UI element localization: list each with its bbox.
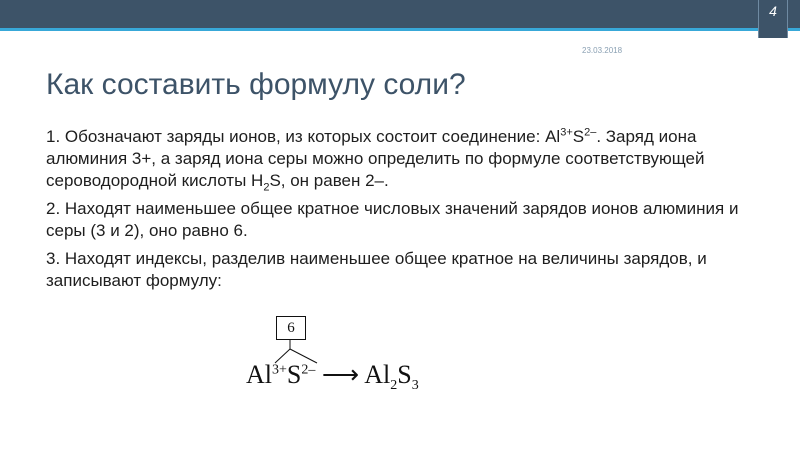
formula-al-charge: 3+	[272, 362, 287, 378]
product-s-index: 3	[411, 378, 419, 394]
formula-equation	[246, 360, 419, 394]
hydrogen-index: 2	[263, 181, 270, 194]
aluminium-charge: 3+	[560, 126, 573, 139]
product-al: Al	[364, 360, 391, 389]
formula-s-charge: 2–	[301, 362, 316, 378]
paragraph-step-3: 3. Находят индексы, разделив наименьшее общее кратное на величины зарядов, и записывают формулу:	[46, 249, 707, 290]
product-al-index: 2	[390, 378, 398, 394]
paragraph-step-1	[46, 126, 766, 192]
sulfur-charge: 2–	[584, 126, 597, 139]
formula-s: S	[286, 360, 302, 389]
lcm-box: 6	[276, 316, 306, 340]
slide-number: 4	[769, 3, 777, 19]
paragraph-step-2: 2. Находят наименьшее общее кратное числовых значений зарядов ионов алюминия и серы (3 и 2), оно равно 6.	[46, 199, 739, 240]
formula-diagram	[246, 316, 486, 406]
slide-body	[46, 126, 766, 298]
slide-title: Как составить формулу соли?	[46, 68, 466, 101]
lcm-connector-lines	[246, 316, 336, 366]
arrow-icon: ⟶	[321, 360, 360, 389]
header-accent-stripe	[0, 28, 800, 31]
step-1-text: 1. Обозначают заряды ионов, из которых состоит соединение: Al	[46, 127, 561, 146]
formula-al: Al	[246, 360, 272, 389]
step-1-end: S, он равен 2–.	[269, 171, 389, 190]
sulfur-symbol: S	[572, 127, 585, 146]
step-1-continuation: . Заряд иона алюминия 3+, а заряд иона серы можно определить по формуле соответствующей сероводородной кислоты H	[46, 127, 705, 190]
slide-date: 23.03.2018	[582, 46, 623, 55]
header-bar	[0, 0, 800, 28]
product-s: S	[397, 360, 412, 389]
slide-number-tab	[758, 0, 788, 38]
